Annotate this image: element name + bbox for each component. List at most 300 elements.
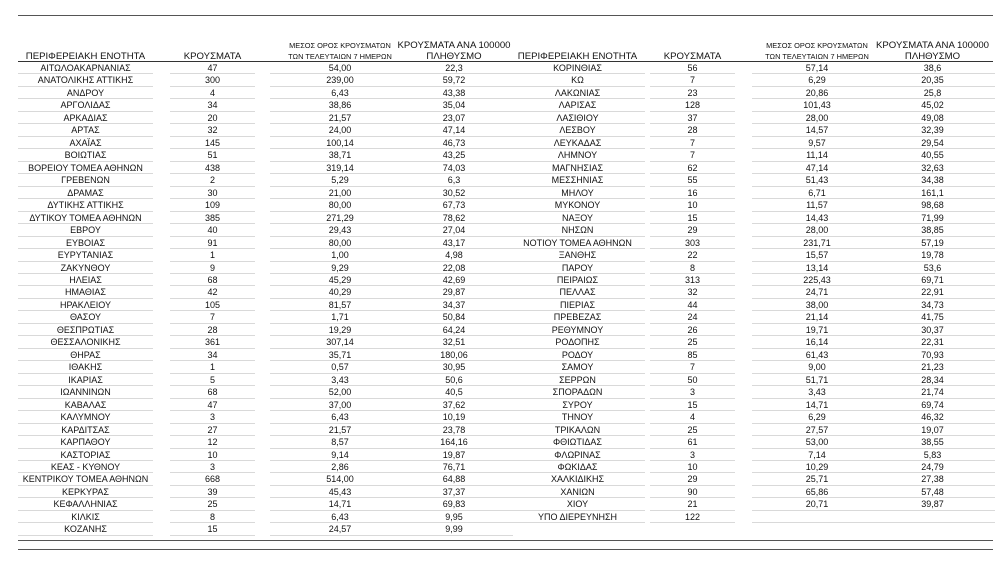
right-region-cell: ΧΙΟΥ [510,498,645,510]
left-region-cell: ΙΩΑΝΝΙΝΩΝ [18,386,153,398]
left-avg7-cell: 29,43 [270,224,410,236]
left-cases-cell: 9 [170,262,255,274]
right-avg7-cell: 14,57 [752,124,882,136]
left-per100k-cell: 74,03 [395,162,513,174]
left-per100k-cell: 78,62 [395,212,513,224]
left-region-cell: ΕΥΡΥΤΑΝΙΑΣ [18,249,153,261]
left-region-cell: ΚΑΡΠΑΘΟΥ [18,436,153,448]
right-per100k-cell: 30,37 [870,324,995,336]
right-region-cell: ΛΑΣΙΘΙΟΥ [510,112,645,124]
left-region-cell: ΑΙΤΩΛΟΑΚΑΡΝΑΝΙΑΣ [18,62,153,74]
left-region-cell: ΚΟΖΑΝΗΣ [18,523,153,535]
right-region-cell: ΦΘΙΩΤΙΔΑΣ [510,436,645,448]
right-cases-cell: 85 [650,349,735,361]
left-region-cell: ΚΑΡΔΙΤΣΑΣ [18,424,153,436]
right-cases-cell: 50 [650,374,735,386]
right-region-cell: ΛΕΥΚΑΔΑΣ [510,137,645,149]
left-cases-cell: 109 [170,199,255,211]
left-avg7-cell: 514,00 [270,473,410,485]
left-per100k-cell: 9,99 [395,523,513,535]
right-region-cell: ΠΑΡΟΥ [510,262,645,274]
left-avg7-cell: 307,14 [270,336,410,348]
right-avg7-cell: 57,14 [752,62,882,74]
right-cases-cell: 25 [650,424,735,436]
right-region-cell: ΞΑΝΘΗΣ [510,249,645,261]
right-per100k-cell: 70,93 [870,349,995,361]
left-cases-cell: 28 [170,324,255,336]
right-avg7-cell: 13,14 [752,262,882,274]
left-region-cell: ΔΥΤΙΚΟΥ ΤΟΜΕΑ ΑΘΗΝΩΝ [18,212,153,224]
right-per100k-column [870,62,995,523]
right-avg7-cell: 3,43 [752,386,882,398]
left-cases-cell: 34 [170,99,255,111]
left-avg7-cell: 52,00 [270,386,410,398]
right-avg7-cell: 61,43 [752,349,882,361]
left-per100k-cell: 43,38 [395,87,513,99]
right-per100k-cell: 21,74 [870,386,995,398]
right-cases-cell: 37 [650,112,735,124]
right-region-cell: ΠΡΕΒΕΖΑΣ [510,311,645,323]
right-region-cell: ΛΗΜΝΟΥ [510,149,645,161]
header-per100k-line2: ΠΛΗΘΥΣΜΟ [904,51,961,62]
right-per100k-cell: 41,75 [870,311,995,323]
left-avg7-cell: 8,57 [270,436,410,448]
header-cases-label: ΚΡΟΥΣΜΑΤΑ [183,51,242,62]
right-avg7-cell: 21,14 [752,311,882,323]
right-avg7-cell: 11,14 [752,149,882,161]
right-avg7-cell: 9,00 [752,361,882,373]
left-per100k-cell: 23,78 [395,424,513,436]
right-cases-cell: 90 [650,486,735,498]
left-avg7-cell: 80,00 [270,237,410,249]
right-region-cell: ΜΑΓΝΗΣΙΑΣ [510,162,645,174]
left-per100k-cell: 64,88 [395,473,513,485]
left-cases-cell: 438 [170,162,255,174]
left-region-cell: ΔΡΑΜΑΣ [18,187,153,199]
right-cases-cell: 24 [650,311,735,323]
right-cases-cell: 25 [650,336,735,348]
right-avg7-cell: 28,00 [752,112,882,124]
right-per100k-cell: 98,68 [870,199,995,211]
left-region-cell: ΑΧΑΪΑΣ [18,137,153,149]
left-region-cell: ΓΡΕΒΕΝΩΝ [18,174,153,186]
left-region-cell: ΚΕΦΑΛΛΗΝΙΑΣ [18,498,153,510]
right-cases-cell: 8 [650,262,735,274]
left-avg7-cell: 1,00 [270,249,410,261]
right-region-cell: ΝΟΤΙΟΥ ΤΟΜΕΑ ΑΘΗΝΩΝ [510,237,645,249]
left-per100k-cell: 37,37 [395,486,513,498]
left-avg7-cell: 1,71 [270,311,410,323]
right-cases-cell: 32 [650,286,735,298]
right-cases-cell: 16 [650,187,735,199]
left-cases-cell: 39 [170,486,255,498]
left-per100k-cell: 4,98 [395,249,513,261]
right-region-cell: ΤΡΙΚΑΛΩΝ [510,424,645,436]
left-per100k-cell: 30,52 [395,187,513,199]
right-cases-cell: 26 [650,324,735,336]
left-per100k-cell: 69,83 [395,498,513,510]
right-per100k-cell: 28,34 [870,374,995,386]
right-cases-cell: 303 [650,237,735,249]
left-cases-cell: 51 [170,149,255,161]
right-region-cell: ΜΗΛΟΥ [510,187,645,199]
right-per100k-cell: 5,83 [870,449,995,461]
left-per100k-cell: 30,95 [395,361,513,373]
right-per100k-cell: 32,63 [870,162,995,174]
right-cases-cell: 55 [650,174,735,186]
right-per100k-cell: 34,38 [870,174,995,186]
right-avg7-cell: 225,43 [752,274,882,286]
left-cases-cell: 91 [170,237,255,249]
right-region-cell: ΛΑΡΙΣΑΣ [510,99,645,111]
left-avg7-cell: 6,43 [270,87,410,99]
left-per100k-cell: 32,51 [395,336,513,348]
left-per100k-column [395,62,513,536]
header-region-label: ΠΕΡΙΦΕΡΕΙΑΚΗ ΕΝΟΤΗΤΑ [25,51,146,62]
left-per100k-cell: 47,14 [395,124,513,136]
left-per100k-cell: 43,17 [395,237,513,249]
right-per100k-cell: 45,02 [870,99,995,111]
right-per100k-cell: 27,38 [870,473,995,485]
left-avg7-cell: 45,43 [270,486,410,498]
right-avg7-cell: 14,43 [752,212,882,224]
left-per100k-cell: 64,24 [395,324,513,336]
left-region-cell: ΑΡΚΑΔΙΑΣ [18,112,153,124]
left-region-column [18,62,153,536]
right-avg7-cell: 47,14 [752,162,882,174]
right-region-cell: ΧΑΛΚΙΔΙΚΗΣ [510,473,645,485]
right-region-cell: ΡΟΔΟΠΗΣ [510,336,645,348]
left-avg7-cell: 2,86 [270,461,410,473]
header-region-label: ΠΕΡΙΦΕΡΕΙΑΚΗ ΕΝΟΤΗΤΑ [517,51,638,62]
right-per100k-cell: 57,48 [870,486,995,498]
left-region-cell: ΙΘΑΚΗΣ [18,361,153,373]
right-avg7-cell: 27,57 [752,424,882,436]
right-region-cell: ΝΑΞΟΥ [510,212,645,224]
left-avg7-cell: 319,14 [270,162,410,174]
left-region-cell: ΑΡΓΟΛΙΔΑΣ [18,99,153,111]
left-header-per100k [395,36,513,62]
right-cases-cell: 44 [650,299,735,311]
right-per100k-cell: 34,73 [870,299,995,311]
right-per100k-cell: 57,19 [870,237,995,249]
right-cases-cell: 62 [650,162,735,174]
right-avg7-cell: 24,71 [752,286,882,298]
left-per100k-cell: 76,71 [395,461,513,473]
left-per100k-cell: 10,19 [395,411,513,423]
header-per100k-line2: ΠΛΗΘΥΣΜΟ [426,51,482,62]
right-header-cases [650,36,735,62]
bottom-rule-double [18,549,993,550]
left-avg7-cell: 24,57 [270,523,410,535]
left-region-cell: ΒΟΙΩΤΙΑΣ [18,149,153,161]
right-per100k-cell: 20,35 [870,74,995,86]
right-per100k-cell: 161,1 [870,187,995,199]
left-region-cell: ΕΥΒΟΙΑΣ [18,237,153,249]
left-avg7-cell: 38,86 [270,99,410,111]
left-avg7-cell: 45,29 [270,274,410,286]
header-per100k-line1: ΚΡΟΥΣΜΑΤΑ ΑΝΑ 100000 [397,40,511,51]
right-per100k-cell [870,511,995,523]
left-header-avg7 [270,36,410,62]
left-region-cell: ΘΕΣΣΑΛΟΝΙΚΗΣ [18,336,153,348]
right-per100k-cell: 71,99 [870,212,995,224]
left-region-cell: ΚΕΑΣ - ΚΥΘΝΟΥ [18,461,153,473]
right-avg7-cell: 25,71 [752,473,882,485]
left-avg7-cell: 54,00 [270,62,410,74]
left-avg7-cell: 81,57 [270,299,410,311]
right-region-cell: ΚΟΡΙΝΘΙΑΣ [510,62,645,74]
right-avg7-cell: 101,43 [752,99,882,111]
right-per100k-cell: 19,78 [870,249,995,261]
right-avg7-cell: 11,57 [752,199,882,211]
right-avg7-cell: 51,43 [752,174,882,186]
right-per100k-cell: 69,74 [870,399,995,411]
right-avg7-cell: 6,71 [752,187,882,199]
header-avg7-line2: ΤΩΝ ΤΕΛΕΥΤΑΙΩΝ 7 ΗΜΕΡΩΝ [288,52,392,61]
left-cases-cell: 68 [170,386,255,398]
left-avg7-cell: 19,29 [270,324,410,336]
right-cases-cell: 7 [650,74,735,86]
left-cases-cell: 40 [170,224,255,236]
right-cases-cell: 7 [650,361,735,373]
right-region-cell: ΦΛΩΡΙΝΑΣ [510,449,645,461]
left-avg7-cell: 0,57 [270,361,410,373]
right-per100k-cell: 22,31 [870,336,995,348]
right-region-cell: ΛΑΚΩΝΙΑΣ [510,87,645,99]
header-per100k-line1: ΚΡΟΥΣΜΑΤΑ ΑΝΑ 100000 [876,40,989,51]
left-per100k-cell: 40,5 [395,386,513,398]
right-per100k-cell: 22,91 [870,286,995,298]
left-per100k-cell: 42,69 [395,274,513,286]
left-per100k-cell: 19,87 [395,449,513,461]
right-cases-cell: 61 [650,436,735,448]
right-avg7-cell: 20,86 [752,87,882,99]
bottom-rule [18,540,993,541]
left-cases-cell: 47 [170,62,255,74]
right-cases-column [650,62,735,523]
left-cases-cell: 34 [170,349,255,361]
left-cases-cell: 3 [170,461,255,473]
right-avg7-cell: 231,71 [752,237,882,249]
left-cases-cell: 47 [170,399,255,411]
right-per100k-cell: 49,08 [870,112,995,124]
right-cases-cell: 3 [650,449,735,461]
right-avg7-cell: 7,14 [752,449,882,461]
right-cases-cell: 122 [650,511,735,523]
right-cases-cell: 21 [650,498,735,510]
left-cases-cell: 20 [170,112,255,124]
top-rule [18,15,993,16]
right-per100k-cell: 19,07 [870,424,995,436]
left-per100k-cell: 23,07 [395,112,513,124]
right-per100k-cell: 38,55 [870,436,995,448]
header-cases-label: ΚΡΟΥΣΜΑΤΑ [663,51,722,62]
left-avg7-cell: 6,43 [270,511,410,523]
left-cases-column [170,62,255,536]
right-header-avg7 [752,36,882,62]
right-region-cell: ΥΠΟ ΔΙΕΡΕΥΝΗΣΗ [510,511,645,523]
right-region-cell: ΡΕΘΥΜΝΟΥ [510,324,645,336]
right-region-column [510,62,645,523]
left-cases-cell: 105 [170,299,255,311]
left-per100k-cell: 43,25 [395,149,513,161]
right-avg7-cell: 51,71 [752,374,882,386]
right-avg7-cell: 28,00 [752,224,882,236]
left-per100k-cell: 9,95 [395,511,513,523]
right-cases-cell: 22 [650,249,735,261]
left-region-cell: ΗΜΑΘΙΑΣ [18,286,153,298]
right-cases-cell: 29 [650,224,735,236]
left-avg7-cell: 239,00 [270,74,410,86]
left-region-cell: ΑΡΤΑΣ [18,124,153,136]
right-region-cell: ΤΗΝΟΥ [510,411,645,423]
right-per100k-cell: 32,39 [870,124,995,136]
right-cases-cell: 4 [650,411,735,423]
header-avg7-line1: ΜΕΣΟΣ ΟΡΟΣ ΚΡΟΥΣΜΑΤΩΝ [766,41,868,50]
right-region-cell: ΜΥΚΟΝΟΥ [510,199,645,211]
left-region-cell: ΗΛΕΙΑΣ [18,274,153,286]
right-region-cell: ΝΗΣΩΝ [510,224,645,236]
left-region-cell: ΚΕΝΤΡΙΚΟΥ ΤΟΜΕΑ ΑΘΗΝΩΝ [18,473,153,485]
right-cases-cell: 28 [650,124,735,136]
right-avg7-cell: 6,29 [752,411,882,423]
right-avg7-cell [752,511,882,523]
left-avg7-cell: 21,57 [270,112,410,124]
right-avg7-cell: 20,71 [752,498,882,510]
left-header-cases [170,36,255,62]
left-region-cell: ΘΕΣΠΡΩΤΙΑΣ [18,324,153,336]
left-cases-cell: 5 [170,374,255,386]
left-avg7-cell: 9,14 [270,449,410,461]
left-cases-cell: 4 [170,87,255,99]
left-cases-cell: 145 [170,137,255,149]
right-avg7-cell: 6,29 [752,74,882,86]
left-avg7-cell: 80,00 [270,199,410,211]
left-per100k-cell: 59,72 [395,74,513,86]
left-avg7-cell: 21,00 [270,187,410,199]
right-cases-cell: 10 [650,461,735,473]
left-cases-cell: 8 [170,511,255,523]
left-cases-cell: 30 [170,187,255,199]
left-avg7-cell: 37,00 [270,399,410,411]
left-per100k-cell: 50,84 [395,311,513,323]
left-per100k-cell: 164,16 [395,436,513,448]
right-region-cell: ΡΟΔΟΥ [510,349,645,361]
left-region-cell: ΑΝΑΤΟΛΙΚΗΣ ΑΤΤΙΚΗΣ [18,74,153,86]
left-avg7-cell: 6,43 [270,411,410,423]
left-cases-cell: 32 [170,124,255,136]
left-cases-cell: 1 [170,361,255,373]
right-region-cell: ΣΕΡΡΩΝ [510,374,645,386]
left-region-cell: ΒΟΡΕΙΟΥ ΤΟΜΕΑ ΑΘΗΝΩΝ [18,162,153,174]
left-region-cell: ΗΡΑΚΛΕΙΟΥ [18,299,153,311]
right-region-cell: ΦΩΚΙΔΑΣ [510,461,645,473]
header-avg7-line1: ΜΕΣΟΣ ΟΡΟΣ ΚΡΟΥΣΜΑΤΩΝ [289,41,391,50]
right-region-cell: ΜΕΣΣΗΝΙΑΣ [510,174,645,186]
left-region-cell: ΔΥΤΙΚΗΣ ΑΤΤΙΚΗΣ [18,199,153,211]
right-avg7-cell: 38,00 [752,299,882,311]
left-cases-cell: 7 [170,311,255,323]
left-region-cell: ΘΗΡΑΣ [18,349,153,361]
right-per100k-cell: 38,6 [870,62,995,74]
left-per100k-cell: 50,6 [395,374,513,386]
left-avg7-cell: 40,29 [270,286,410,298]
left-cases-cell: 2 [170,174,255,186]
right-cases-cell: 7 [650,137,735,149]
right-header-per100k [870,36,995,62]
left-region-cell: ΚΑΣΤΟΡΙΑΣ [18,449,153,461]
left-avg7-cell: 38,71 [270,149,410,161]
left-region-cell: ΚΕΡΚΥΡΑΣ [18,486,153,498]
left-header-region [18,36,153,62]
left-avg7-column [270,62,410,536]
left-region-cell: ΖΑΚΥΝΘΟΥ [18,262,153,274]
right-region-cell: ΚΩ [510,74,645,86]
left-cases-cell: 3 [170,411,255,423]
right-avg7-cell: 16,14 [752,336,882,348]
left-cases-cell: 361 [170,336,255,348]
right-cases-cell: 128 [650,99,735,111]
right-avg7-cell: 65,86 [752,486,882,498]
left-avg7-cell: 14,71 [270,498,410,510]
right-region-cell: ΣΑΜΟΥ [510,361,645,373]
right-avg7-cell: 19,71 [752,324,882,336]
left-per100k-cell: 22,3 [395,62,513,74]
left-region-cell: ΙΚΑΡΙΑΣ [18,374,153,386]
right-cases-cell: 7 [650,149,735,161]
left-per100k-cell: 37,62 [395,399,513,411]
right-cases-cell: 56 [650,62,735,74]
left-region-cell: ΚΑΛΥΜΝΟΥ [18,411,153,423]
right-cases-cell: 10 [650,199,735,211]
left-per100k-cell: 46,73 [395,137,513,149]
left-per100k-cell: 180,06 [395,349,513,361]
right-per100k-cell: 21,23 [870,361,995,373]
left-region-cell: ΕΒΡΟΥ [18,224,153,236]
left-avg7-cell: 24,00 [270,124,410,136]
right-region-cell: ΠΕΛΛΑΣ [510,286,645,298]
right-per100k-cell: 40,55 [870,149,995,161]
left-avg7-cell: 3,43 [270,374,410,386]
left-avg7-cell: 21,57 [270,424,410,436]
left-cases-cell: 68 [170,274,255,286]
left-region-cell: ΚΙΛΚΙΣ [18,511,153,523]
right-cases-cell: 23 [650,87,735,99]
right-avg7-cell: 14,71 [752,399,882,411]
left-cases-cell: 27 [170,424,255,436]
right-region-cell: ΣΠΟΡΑΔΩΝ [510,386,645,398]
left-avg7-cell: 5,29 [270,174,410,186]
left-cases-cell: 12 [170,436,255,448]
left-cases-cell: 385 [170,212,255,224]
left-cases-cell: 42 [170,286,255,298]
right-avg7-cell: 15,57 [752,249,882,261]
left-per100k-cell: 34,37 [395,299,513,311]
left-cases-cell: 15 [170,523,255,535]
left-avg7-cell: 271,29 [270,212,410,224]
right-region-cell: ΧΑΝΙΩΝ [510,486,645,498]
left-per100k-cell: 35,04 [395,99,513,111]
left-per100k-cell: 27,04 [395,224,513,236]
left-region-cell: ΚΑΒΑΛΑΣ [18,399,153,411]
right-avg7-cell: 53,00 [752,436,882,448]
left-cases-cell: 25 [170,498,255,510]
right-per100k-cell: 24,79 [870,461,995,473]
right-per100k-cell: 38,85 [870,224,995,236]
right-per100k-cell: 39,87 [870,498,995,510]
left-avg7-cell: 35,71 [270,349,410,361]
